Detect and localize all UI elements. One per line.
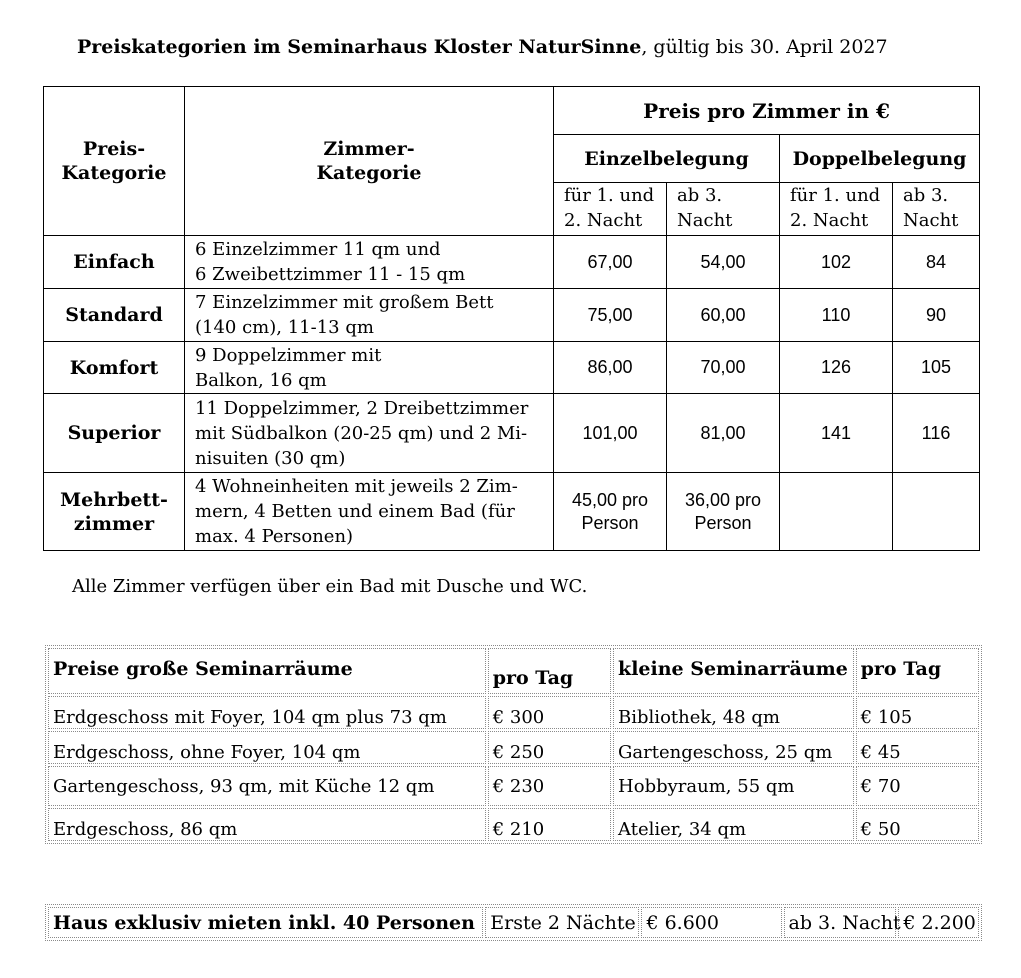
bathroom-note: Alle Zimmer verfügen über ein Bad mit Dusche und WC. [72,576,588,597]
header-small-per-day: pro Tag [856,648,979,694]
large-room: Erdgeschoss, ohne Foyer, 104 qm [48,731,486,764]
small-room: Hobbyraum, 55 qm [613,766,854,806]
small-room-price: € 70 [856,766,979,806]
sub-single-third: ab 3. Nacht [667,183,780,236]
price-single-third: 54,00 [667,236,780,289]
header-small-rooms: kleine Seminarräume [613,648,854,694]
header-price-per-room: Preis pro Zimmer in € [554,87,980,135]
price-single-first: 75,00 [554,289,667,342]
table-row [48,808,979,841]
price-single-third: 81,00 [667,394,780,473]
exclusive-rental-table [45,904,982,941]
small-room: Bibliothek, 48 qm [613,696,854,729]
price-single-first: 101,00 [554,394,667,473]
sub-double-first: für 1. und 2. Nacht [780,183,893,236]
price-single-third: 60,00 [667,289,780,342]
table-row [48,907,979,938]
table-row [48,766,979,806]
room-desc: 9 Doppelzimmer mit Balkon, 16 qm [185,342,554,394]
table-row [44,473,980,551]
table-row [44,394,980,473]
header-price-category: Preis- Kategorie [44,87,185,236]
small-room-price: € 105 [856,696,979,729]
table-row [48,731,979,764]
category-einfach: Einfach [44,236,185,289]
third-night-label: ab 3. Nacht [784,907,897,938]
table-row [48,696,979,729]
title-validity: , gültig bis 30. April 2027 [641,36,888,58]
price-double-first [780,473,893,551]
price-double-third [893,473,980,551]
price-single-third: 70,00 [667,342,780,394]
table-row [44,342,980,394]
small-room-price: € 45 [856,731,979,764]
large-room: Erdgeschoss, 86 qm [48,808,486,841]
price-single-third: 36,00 pro Person [667,473,780,551]
page-title [77,36,888,58]
small-room: Gartengeschoss, 25 qm [613,731,854,764]
small-room-price: € 50 [856,808,979,841]
category-standard: Standard [44,289,185,342]
room-desc: 6 Einzelzimmer 11 qm und 6 Zweibettzimmer 11 - 15 qm [185,236,554,289]
seminar-room-table [45,645,982,844]
price-double-third: 116 [893,394,980,473]
large-room-price: € 230 [488,766,611,806]
price-single-first: 86,00 [554,342,667,394]
category-superior: Superior [44,394,185,473]
header-double: Doppelbelegung [780,135,980,183]
price-double-first: 126 [780,342,893,394]
price-table [43,86,980,551]
price-single-first: 67,00 [554,236,667,289]
sub-single-first: für 1. und 2. Nacht [554,183,667,236]
header-large-per-day: pro Tag [488,648,611,694]
room-desc: 4 Wohneinheiten mit jeweils 2 Zim- mern, 4 Betten und einem Bad (für max. 4 Personen) [185,473,554,551]
category-mehrbettzimmer: Mehrbett- zimmer [44,473,185,551]
price-double-third: 84 [893,236,980,289]
large-room-price: € 250 [488,731,611,764]
header-single: Einzelbelegung [554,135,780,183]
price-double-first: 110 [780,289,893,342]
price-double-first: 141 [780,394,893,473]
table-row [44,289,980,342]
room-desc: 7 Einzelzimmer mit großem Bett (140 cm), 11-13 qm [185,289,554,342]
price-single-first: 45,00 pro Person [554,473,667,551]
price-double-third: 90 [893,289,980,342]
third-night-price: € 2.200 [898,907,979,938]
category-komfort: Komfort [44,342,185,394]
large-room-price: € 300 [488,696,611,729]
first-nights-label: Erste 2 Nächte [485,907,639,938]
first-nights-price: € 6.600 [641,907,781,938]
large-room: Gartengeschoss, 93 qm, mit Küche 12 qm [48,766,486,806]
price-double-third: 105 [893,342,980,394]
price-double-first: 102 [780,236,893,289]
room-desc: 11 Doppelzimmer, 2 Dreibettzimmer mit Südbalkon (20-25 qm) und 2 Mi- nisuiten (30 qm) [185,394,554,473]
large-room-price: € 210 [488,808,611,841]
table-row [44,236,980,289]
header-room-category: Zimmer- Kategorie [185,87,554,236]
title-bold: Preiskategorien im Seminarhaus Kloster NaturSinne [77,36,642,58]
header-large-rooms: Preise große Seminarräume [48,648,486,694]
small-room: Atelier, 34 qm [613,808,854,841]
sub-double-third: ab 3. Nacht [893,183,980,236]
large-room: Erdgeschoss mit Foyer, 104 qm plus 73 qm [48,696,486,729]
exclusive-label: Haus exklusiv mieten inkl. 40 Personen [48,907,483,938]
